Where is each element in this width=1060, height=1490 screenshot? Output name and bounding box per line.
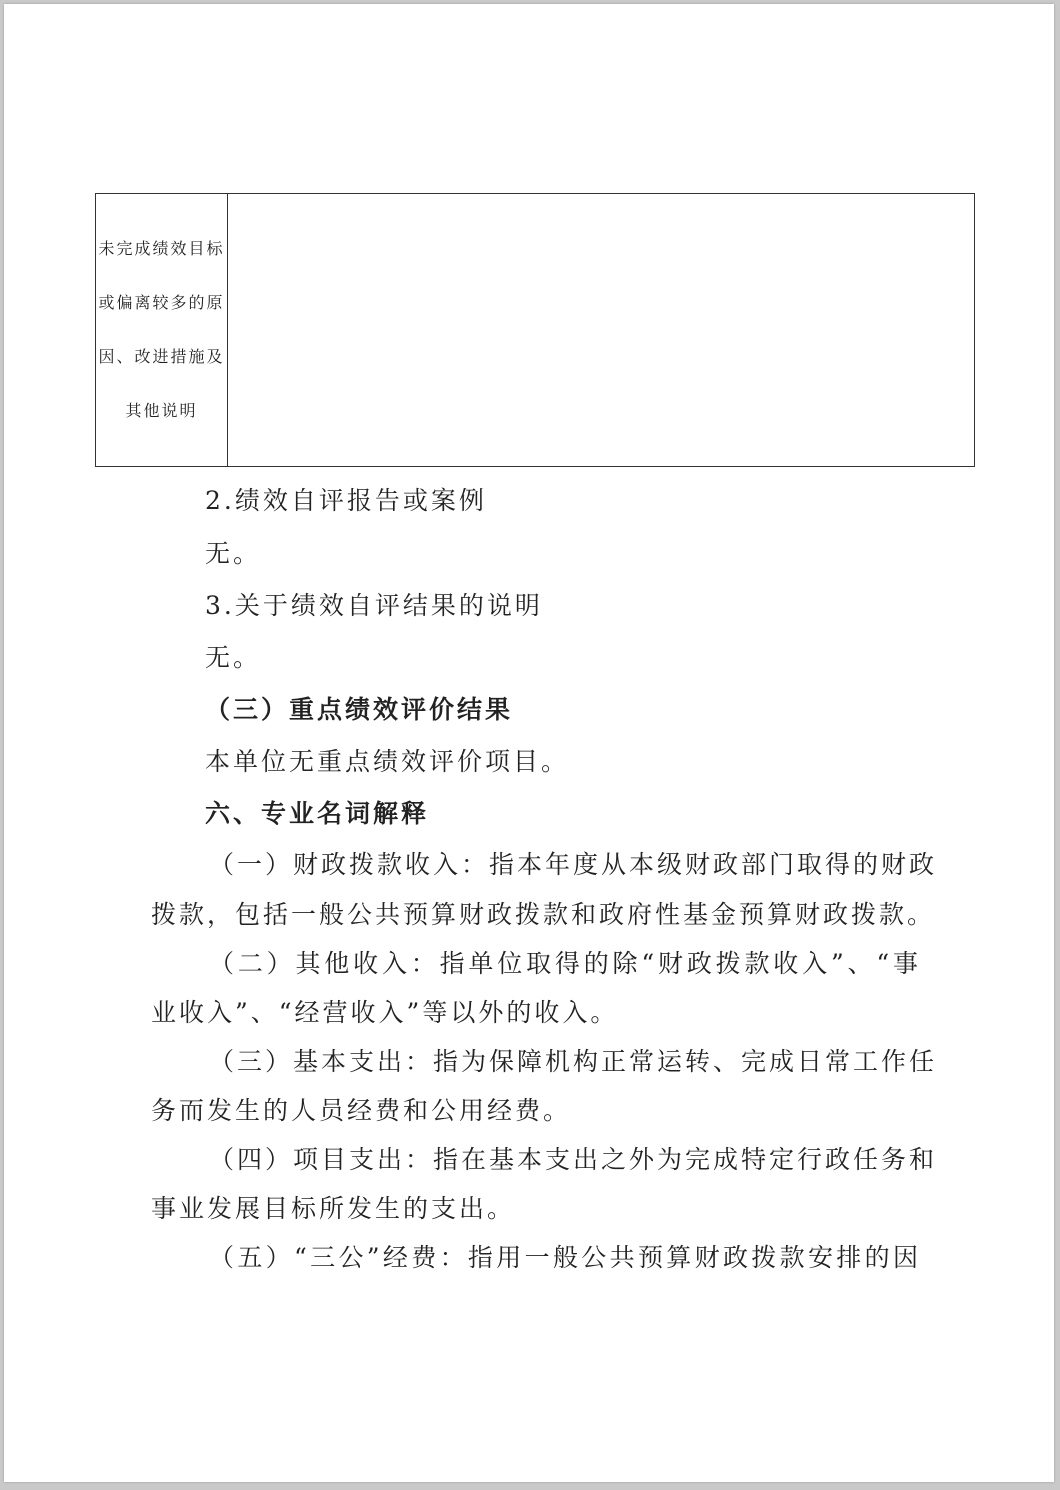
document-page	[4, 4, 1054, 1482]
glossary-item-3-line2: 务而发生的人员经费和公用经费。	[151, 1096, 572, 1125]
key-eval-heading: （三）重点绩效评价结果	[205, 695, 514, 724]
glossary-item-5-line1: （五）“三公”经费：指用一般公共预算财政拨款安排的因	[209, 1243, 921, 1272]
glossary-item-1-line1: （一）财政拨款收入：指本年度从本级财政部门取得的财政	[209, 850, 938, 879]
evaluation-table	[95, 193, 975, 467]
section2-heading: 2.绩效自评报告或案例	[205, 486, 487, 515]
glossary-heading: 六、专业名词解释	[205, 799, 430, 828]
table-content-cell	[228, 194, 975, 467]
section2-text: 无。	[205, 539, 262, 568]
table-row	[96, 194, 975, 467]
glossary-item-2-line2: 业收入”、“经营收入”等以外的收入。	[151, 998, 619, 1027]
glossary-item-3-line1: （三）基本支出：指为保障机构正常运转、完成日常工作任	[209, 1047, 938, 1076]
glossary-item-1-line2: 拨款，包括一般公共预算财政拨款和政府性基金预算财政拨款。	[151, 900, 936, 929]
key-eval-text: 本单位无重点绩效评价项目。	[205, 747, 570, 776]
glossary-item-4-line2: 事业发展目标所发生的支出。	[151, 1194, 516, 1223]
glossary-item-2-line1: （二）其他收入：指单位取得的除“财政拨款收入”、“事	[209, 949, 921, 978]
section3-heading: 3.关于绩效自评结果的说明	[205, 591, 543, 620]
section3-text: 无。	[205, 643, 262, 672]
table-label-cell: 未完成绩效目标或偏离较多的原因、改进措施及其他说明	[96, 194, 228, 467]
glossary-item-4-line1: （四）项目支出：指在基本支出之外为完成特定行政任务和	[209, 1145, 938, 1174]
